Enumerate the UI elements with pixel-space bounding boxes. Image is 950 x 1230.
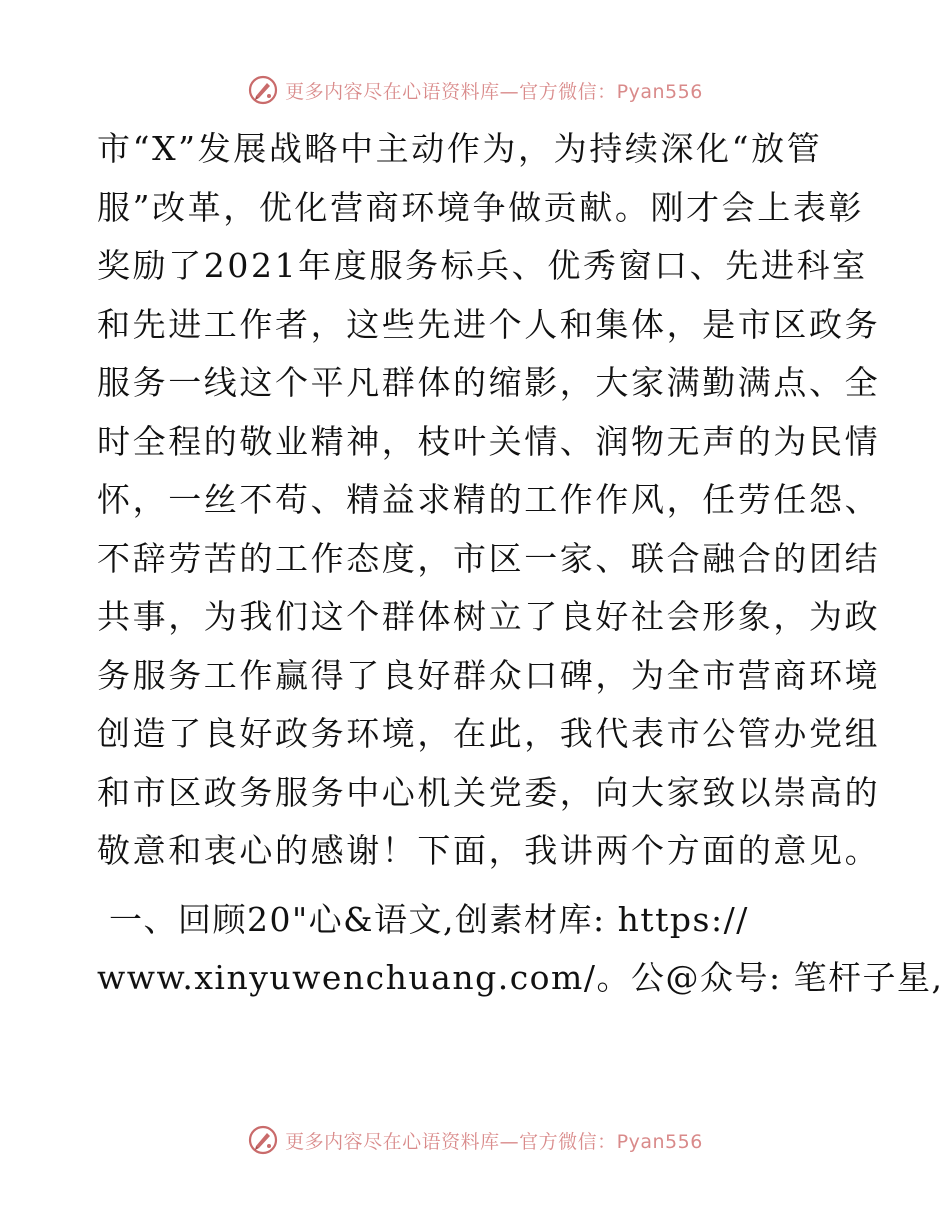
paragraph-1: [97, 120, 881, 881]
text-line: 一、回顾20"心&语文,创素材库: https://: [97, 899, 749, 939]
text-line: 怀，一丝不苟、精益求精的工作作风，任劳任怨、: [97, 480, 881, 519]
text-line: 创造了良好政务环境，在此，我代表市公管办党组: [97, 714, 881, 753]
pen-circle-icon: [247, 1124, 279, 1156]
text-line: 敬意和衷心的感谢！下面，我讲两个方面的意见。: [97, 831, 881, 870]
text-line: 不辞劳苦的工作态度，市区一家、联合融合的团结: [97, 538, 881, 578]
text-line: 奖励了2021年度服务标兵、优秀窗口、先进科室: [97, 246, 868, 285]
header-watermark-text: 更多内容尽在心语资料库—官方微信：Pyan556: [285, 80, 703, 103]
paragraph-2: [97, 891, 944, 1008]
text-line: 市“X”发展战略中主动作为，为持续深化“放管: [97, 129, 823, 168]
text-line: 服”改革，优化营商环境争做贡献。刚才会上表彰: [97, 187, 865, 227]
footer-watermark-text: 更多内容尽在心语资料库—官方微信：Pyan556: [285, 1130, 703, 1153]
text-line: 共事，为我们这个群体树立了良好社会形象，为政: [97, 597, 881, 636]
text-line: 务服务工作赢得了良好群众口碑，为全市营商环境: [97, 655, 881, 695]
document-body: [97, 120, 944, 1008]
text-line: 时全程的敬业精神，枝叶关情、润物无声的为民情: [97, 421, 881, 461]
text-line: www.xinyuwenchuang.com/。公@众号: 笔杆子星,: [97, 958, 944, 997]
pen-circle-icon: [247, 74, 279, 106]
text-line: 和市区政务服务中心机关党委，向大家致以崇高的: [97, 772, 881, 812]
footer-watermark: [0, 1120, 950, 1160]
header-watermark: [0, 70, 950, 110]
text-line: 服务一线这个平凡群体的缩影，大家满勤满点、全: [97, 363, 881, 402]
text-line: 和先进工作者，这些先进个人和集体，是市区政务: [97, 304, 881, 344]
